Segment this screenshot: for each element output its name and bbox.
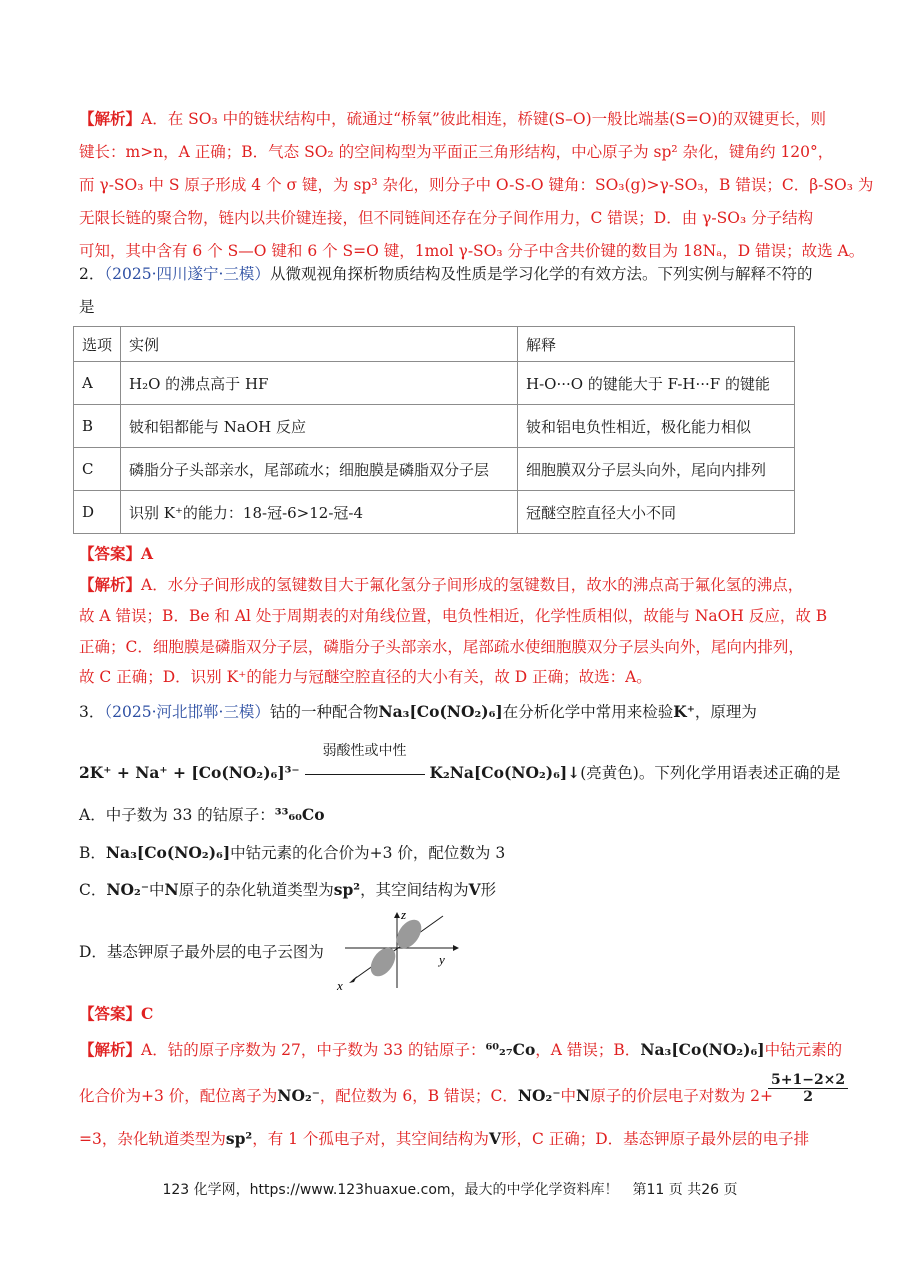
equation-condition: 弱酸性或中性	[322, 743, 407, 759]
answer-value: C	[141, 1004, 154, 1023]
analysis-text-c: 形，C 正确；D．基态钾原子最外层的电子排	[500, 1130, 810, 1148]
row-explanation: 冠醚空腔直径大小不同	[518, 491, 795, 534]
q3-option-b	[79, 842, 824, 864]
row-example: 铍和铝都能与 NaOH 反应	[121, 405, 518, 448]
q3-option-c	[79, 879, 824, 901]
analysis-v: V	[488, 1129, 501, 1148]
electron-cloud-diagram	[335, 907, 465, 993]
option-c-ion: NO₂⁻	[106, 880, 150, 899]
option-b-complex: Na₃[Co(NO₂)₆]	[105, 843, 231, 862]
analysis-text-b: ，配位数为 6，B 错误；C．	[319, 1087, 518, 1105]
q2-number: 2．	[79, 265, 105, 283]
row-option: D	[74, 491, 121, 534]
equation-tail: (亮黄色)。下列化学用语表述正确的是	[580, 764, 841, 782]
table-row	[74, 491, 795, 534]
q2-source: （2025·四川遂宁·三模）	[104, 265, 270, 283]
equation-arrow-bar	[305, 774, 425, 775]
option-c-sp: sp²	[333, 880, 361, 899]
z-axis-arrowhead	[394, 912, 400, 918]
equation-right: K₂Na[Co(NO₂)₆]↓	[429, 763, 581, 782]
analysis-n: N	[576, 1086, 591, 1105]
row-example: H₂O 的沸点高于 HF	[121, 362, 518, 405]
q2-options-table	[73, 326, 795, 534]
fraction-numerator: 5+1−2×2	[768, 1072, 848, 1089]
row-explanation: H-O···O 的键能大于 F-H···F 的键能	[518, 362, 795, 405]
row-example: 磷脂分子头部亲水，尾部疏水；细胞膜是磷脂双分子层	[121, 448, 518, 491]
q1-analysis-line-3: 而 γ-SO₃ 中 S 原子形成 4 个 σ 键，为 sp³ 杂化，则分子中 O-S-O 键角：SO₃(g)>γ-SO₃，B 错误；C．β-SO₃ 为	[79, 176, 874, 194]
q3-analysis-line-3	[79, 1128, 824, 1150]
analysis-text: A．水分子间形成的氢键数目大于氟化氢分子间形成的氢键数目，故水的沸点高于氟化氢的沸点，	[141, 576, 804, 594]
q3-complex: Na₃[Co(NO₂)₆]	[378, 702, 503, 721]
q3-analysis-line-2	[79, 1085, 824, 1107]
q2-analysis-line-3: 正确；C．细胞膜是磷脂双分子层，磷脂分子头部亲水，尾部疏水使细胞膜双分子层头向外，尾向内排列，	[79, 638, 804, 656]
q3-stem-c: ，原理为	[694, 703, 757, 721]
table-header-row	[74, 327, 795, 362]
analysis-tag: 【解析】	[79, 575, 142, 594]
option-c-label: C．	[79, 881, 107, 899]
option-c-text-b: 原子的杂化轨道类型为	[178, 881, 334, 899]
row-explanation: 细胞膜双分子层头向外，尾向内排列	[518, 448, 795, 491]
q2-stem-line-1	[79, 263, 824, 285]
header-option: 选项	[74, 327, 121, 362]
y-axis-label: y	[439, 952, 445, 967]
row-explanation: 铍和铝电负性相近，极化能力相似	[518, 405, 795, 448]
q2-analysis-line-1	[79, 574, 824, 596]
q1-analysis-line-2: 键长：m>n，A 正确；B．气态 SO₂ 的空间构型为平面正三角形结构，中心原子为 sp² 杂化，键角约 120°，	[79, 143, 834, 161]
answer-value: A	[141, 544, 154, 563]
q3-stem-line-1	[79, 701, 824, 723]
x-axis-arrowhead	[349, 976, 357, 983]
q3-option-a	[79, 804, 824, 826]
q2-analysis-line-4: 故 C 正确；D．识别 K⁺的能力与冠醚空腔直径的大小有关，故 D 正确；故选：A。	[79, 668, 652, 686]
fraction	[768, 1072, 848, 1105]
equation-left: 2K⁺ + Na⁺ + [Co(NO₂)₆]³⁻	[79, 763, 300, 782]
analysis-text-d: 原子的价层电子对数为 2+	[590, 1087, 773, 1105]
analysis-text-c: 中	[560, 1087, 577, 1105]
analysis-symbol: ⁶⁰₂₇Co	[485, 1040, 536, 1059]
q3-stem: 钴的一种配合物	[269, 703, 379, 721]
analysis-complex: Na₃[Co(NO₂)₆]	[640, 1040, 765, 1059]
analysis-text-c: 中钴元素的	[764, 1041, 843, 1059]
option-c-text-a: 中	[149, 881, 165, 899]
q2-stem: 从微观视角探析物质结构及性质是学习化学的有效方法。下列实例与解释不符的	[269, 265, 813, 283]
row-option: B	[74, 405, 121, 448]
table-row	[74, 405, 795, 448]
option-c-v: V	[468, 880, 481, 899]
q3-stem-b: 在分析化学中常用来检验	[502, 703, 674, 721]
q3-equation	[79, 743, 841, 784]
q3-ion: K⁺	[673, 702, 695, 721]
q2-answer	[79, 543, 824, 565]
equation-arrow	[305, 743, 425, 784]
q2-analysis-line-2: 故 A 错误；B．Be 和 Al 处于周期表的对角线位置，电负性相近，化学性质相似，故能与 NaOH 反应，故 B	[79, 607, 828, 625]
q3-answer	[79, 1003, 824, 1025]
analysis-ion: NO₂⁻	[277, 1086, 320, 1105]
row-option: C	[74, 448, 121, 491]
row-option: A	[74, 362, 121, 405]
option-c-text-d: 形	[480, 881, 497, 899]
fraction-denominator: 2	[803, 1089, 813, 1105]
orbital-lobe-lower	[366, 943, 401, 981]
z-axis-label: z	[401, 907, 407, 922]
q3-analysis-line-1	[79, 1039, 843, 1061]
header-example: 实例	[121, 327, 518, 362]
option-c-n: N	[164, 880, 179, 899]
option-a-symbol: ³³₆₀Co	[274, 805, 325, 824]
row-example: 识别 K⁺的能力：18-冠-6>12-冠-4	[121, 491, 518, 534]
analysis-text: A．在 SO₃ 中的链状结构中，硫通过“桥氧”彼此相连，桥键(S–O)一般比端基(S=O)的双键更长，则	[141, 110, 827, 128]
analysis-text-a: =3，杂化轨道类型为	[79, 1130, 226, 1148]
analysis-tag: 【解析】	[79, 1040, 142, 1059]
analysis-text-a: A．钴的原子序数为 27，中子数为 33 的钴原子：	[141, 1041, 486, 1059]
table-row	[74, 362, 795, 405]
option-c-text-c: ，其空间结构为	[360, 881, 469, 899]
analysis-ion-2: NO₂⁻	[517, 1086, 561, 1105]
q3-option-d: D．基态钾原子最外层的电子云图为	[79, 943, 324, 961]
page-footer: 123 化学网，https://www.123huaxue.com，最大的中学化学资料库！ 第11 页 共26 页	[162, 1182, 738, 1198]
valence-fraction	[768, 1072, 848, 1105]
q3-number: 3．	[79, 703, 105, 721]
option-b-label: B．	[79, 844, 106, 862]
q3-source: （2025·河北邯郸·三模）	[104, 703, 270, 721]
analysis-tag: 【解析】	[79, 109, 142, 128]
analysis-text-b: ，有 1 个孤电子对，其空间结构为	[252, 1130, 489, 1148]
option-a-text: A．中子数为 33 的钴原子：	[79, 806, 275, 824]
y-axis-arrowhead	[453, 945, 459, 951]
answer-tag: 【答案】	[79, 1004, 142, 1023]
analysis-sp: sp²	[225, 1129, 253, 1148]
analysis-text-b: ，A 错误；B．	[535, 1041, 641, 1059]
table-row	[74, 448, 795, 491]
option-b-text: 中钴元素的化合价为+3 价，配位数为 3	[230, 844, 506, 862]
q1-analysis-line-1	[79, 108, 827, 130]
x-axis-label: x	[337, 978, 343, 993]
q1-analysis-line-4: 无限长链的聚合物，链内以共价键连接，但不同链间还存在分子间作用力，C 错误；D．由 γ-SO₃ 分子结构	[79, 209, 814, 227]
q1-analysis-line-5: 可知，其中含有 6 个 S—O 键和 6 个 S=O 键，1mol γ-SO₃ 分子中含共价键的数目为 18Nₐ，D 错误；故选 A。	[79, 242, 865, 260]
analysis-text-a: 化合价为+3 价，配位离子为	[79, 1087, 278, 1105]
answer-tag: 【答案】	[79, 544, 142, 563]
q2-stem-line-2: 是	[79, 298, 95, 316]
header-explanation: 解释	[518, 327, 795, 362]
